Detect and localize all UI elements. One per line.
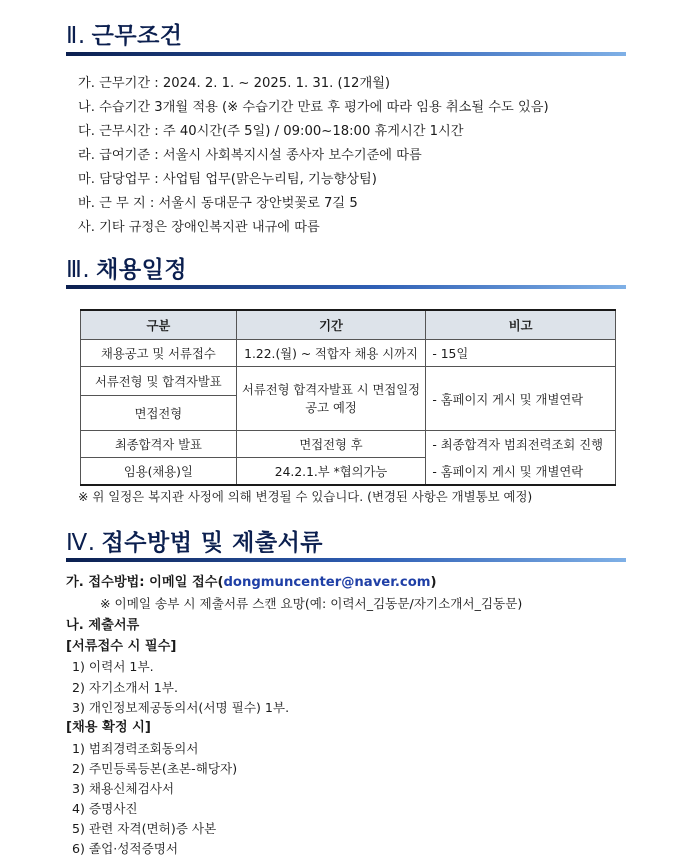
confirm-item-2: 2) 주민등록등본(초본-해당자): [72, 761, 238, 776]
section-4-number: Ⅳ.: [66, 530, 96, 556]
table-row: [81, 340, 616, 367]
section-3-heading: 채용일정: [96, 257, 188, 283]
confirm-label: [채용 확정 시]: [66, 720, 151, 735]
header-note: 비고: [426, 310, 616, 340]
salary-standard: 라. 급여기준 : 서울시 사회복지시설 종사자 보수기준에 따름: [78, 148, 422, 163]
confirm-item-6: 6) 졸업·성적증명서: [72, 841, 179, 856]
duties: 마. 담당업무 : 사업팀 업무(맑은누리팀, 기능향상팀): [78, 172, 377, 187]
row-note: - 최종합격자 범죄전력조회 진행: [426, 431, 616, 458]
section-2-heading: 근무조건: [91, 23, 183, 49]
section-2-number: Ⅱ.: [66, 23, 86, 49]
required-label: [서류접수 시 필수]: [66, 639, 177, 654]
confirm-item-4: 4) 증명사진: [72, 801, 138, 816]
workplace: 바. 근 무 지 : 서울시 동대문구 장안벚꽃로 7길 5: [78, 196, 358, 211]
confirm-item-3: 3) 채용신체검사서: [72, 781, 175, 796]
row-category: 최종합격자 발표: [81, 431, 237, 458]
header-category: 구분: [81, 310, 237, 340]
method-close: ): [430, 575, 437, 590]
schedule-note: ※ 위 일정은 복지관 사정에 의해 변경될 수 있습니다. (변경된 사항은 개별통보 예정): [78, 489, 533, 504]
probation-period: 나. 수습기간 3개월 적용 (※ 수습기간 만료 후 평가에 따라 임용 취소될 수도 있음): [78, 100, 549, 115]
section-4-title: [66, 524, 323, 557]
section-3-number: Ⅲ.: [66, 257, 91, 283]
row-category: 채용공고 및 서류접수: [81, 340, 237, 367]
table-header-row: [81, 310, 616, 340]
section-3-rule: [66, 285, 626, 289]
row-note: - 15일: [426, 340, 616, 367]
row-note: - 홈페이지 게시 및 개별연락: [426, 458, 616, 486]
work-hours: 다. 근무시간 : 주 40시간(주 5일) / 09:00~18:00 휴게시간 1시간: [78, 124, 464, 139]
other-rules: 사. 기타 규정은 장애인복지관 내규에 따름: [78, 220, 320, 235]
schedule-table: [80, 309, 616, 486]
method-label: 가. 접수방법: 이메일 접수(: [66, 575, 224, 590]
required-item-2: 2) 자기소개서 1부.: [72, 680, 178, 695]
row-note: - 홈페이지 게시 및 개별연락: [426, 367, 616, 431]
row-category: 면접전형: [81, 396, 237, 431]
table-row: [81, 367, 616, 396]
row-period: 서류전형 합격자발표 시 면접일정 공고 예정: [236, 367, 426, 431]
row-category: 임용(채용)일: [81, 458, 237, 486]
method-note: ※ 이메일 송부 시 제출서류 스캔 요망(예: 이력서_김동문/자기소개서_김동문): [100, 596, 523, 611]
row-period: 24.2.1.부 *협의가능: [236, 458, 426, 486]
section-2-rule: [66, 52, 626, 56]
required-item-3: 3) 개인정보제공동의서(서명 필수) 1부.: [72, 700, 290, 715]
section-3-title: [66, 251, 187, 284]
row-period: 면접전형 후: [236, 431, 426, 458]
section-2-title: [66, 17, 183, 50]
required-item-1: 1) 이력서 1부.: [72, 659, 154, 674]
email-link[interactable]: dongmuncenter@naver.com: [223, 575, 431, 590]
section-4-rule: [66, 558, 626, 562]
work-period: 가. 근무기간 : 2024. 2. 1. ~ 2025. 1. 31. (12개월): [78, 76, 391, 91]
header-period: 기간: [236, 310, 426, 340]
table-row: [81, 458, 616, 486]
confirm-item-1: 1) 범죄경력조회동의서: [72, 741, 199, 756]
confirm-item-5: 5) 관련 자격(면허)증 사본: [72, 821, 217, 836]
application-method: [66, 571, 437, 590]
table-row: [81, 431, 616, 458]
section-4-heading: 접수방법 및 제출서류: [101, 530, 324, 556]
row-period: 1.22.(월) ~ 적합자 채용 시까지: [236, 340, 426, 367]
documents-label: 나. 제출서류: [66, 618, 140, 633]
row-category: 서류전형 및 합격자발표: [81, 367, 237, 396]
